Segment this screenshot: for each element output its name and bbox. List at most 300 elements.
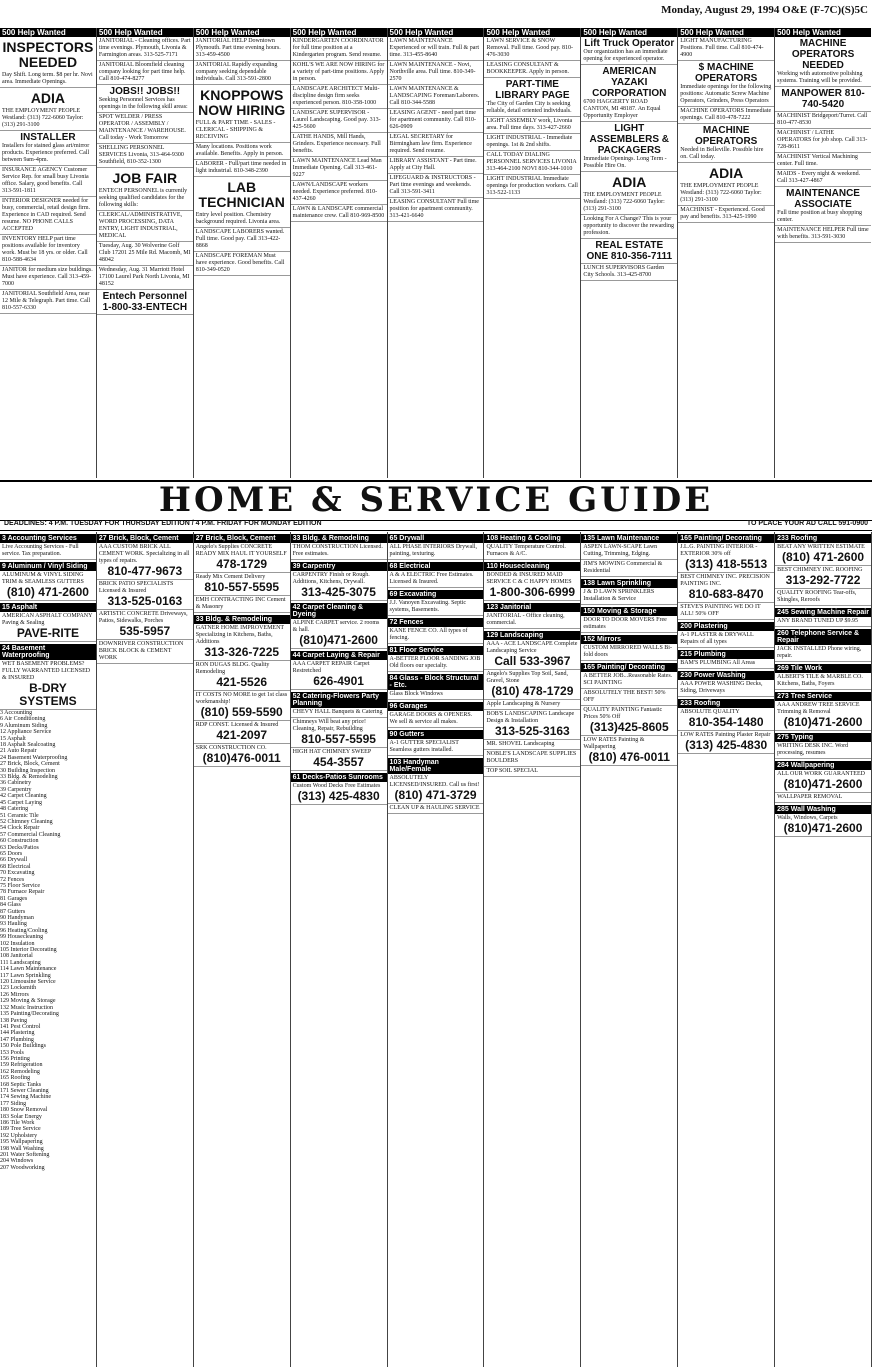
service-ad <box>194 661 290 691</box>
column-heading: 500 Help Wanted <box>0 28 96 37</box>
category-heading: 44 Carpet Laying & Repair <box>291 651 387 660</box>
ad-body: A BETTER JOB...Reasonable Rates. SCI PAINTING <box>583 673 673 686</box>
index-entry: 102 Insulation <box>0 940 35 947</box>
ad-body: MACHINIST - Experienced. Good pay and benefits. 313-425-1990 <box>680 207 765 220</box>
classified-ad <box>194 177 290 228</box>
category-heading: 275 Typing <box>775 733 871 742</box>
ad-body: Immediate Openings. Long Term - Possible Hire On. <box>583 156 667 169</box>
ad-phone: (810) 476-0011 <box>588 750 670 764</box>
ad-subhead: Lift Truck Operator <box>584 38 675 49</box>
service-ad <box>678 603 774 620</box>
category-heading: 215 Plumbing <box>678 650 774 659</box>
index-entry: 21 Auto Repair <box>0 748 37 755</box>
service-ad <box>484 571 580 601</box>
deadlines-text: DEADLINES: 4 P.M. TUESDAY FOR THURSDAY EDITION / 4 P.M. FRIDAY FOR MONDAY EDITION <box>4 520 322 527</box>
index-entry: 75 Floor Service <box>0 882 40 889</box>
index-entry: 186 Tile Work <box>0 1120 35 1126</box>
ad-body: LIFEGUARD & INSTRUCTORS - Part time evenings and weekends. Call 313-591-3411 <box>389 175 476 195</box>
service-ad <box>0 571 96 601</box>
service-ad <box>0 543 96 560</box>
category-heading: 110 Housecleaning <box>484 562 580 571</box>
ad-body: WET BASEMENT PROBLEMS? FULLY WARRANTED LICENSED & INSURED <box>2 661 91 681</box>
ad-phone: 313-326-7225 <box>204 645 280 659</box>
ad-subhead: Entech Personnel 1-800-33-ENTECH <box>102 291 188 313</box>
ad-headline: JOB FAIR <box>112 170 178 186</box>
category-heading: 72 Fences <box>388 618 484 627</box>
ad-phone: 810-557-5595 <box>204 580 280 594</box>
ad-body: Angelo's Supplies CONCRETE READY MIX HAUL IT YOURSELF <box>195 544 287 557</box>
index-entry: 141 Pest Control <box>0 1023 41 1030</box>
ad-body: MACHINIST Vertical Machining center. Full time. <box>777 154 858 167</box>
category-heading: 61 Decks-Patios Sunrooms <box>291 773 387 782</box>
ad-body: Our organization has an immediate opening for experienced operator. <box>583 49 668 62</box>
ad-body: Angelo's Supplies Top Soil, Sand, Gravel, Stone <box>486 671 568 684</box>
column-heading: 500 Help Wanted <box>97 28 193 37</box>
category-heading: 285 Wall Washing <box>775 805 871 814</box>
classified-ad <box>291 205 387 222</box>
service-ad <box>388 804 484 814</box>
service-ad <box>194 573 290 596</box>
category-heading: 152 Mirrors <box>581 635 677 644</box>
ad-subhead: JOBS!! JOBS!! <box>109 86 181 97</box>
ad-body: A & A ELECTRIC Free Estimates. Licensed & Insured. <box>389 572 474 585</box>
service-ad <box>775 645 871 662</box>
classified-ad <box>97 168 193 211</box>
index-entry: 165 Roofing <box>0 1075 31 1082</box>
classified-ad <box>291 181 387 205</box>
index-entry: 180 Snow Removal <box>0 1107 48 1114</box>
service-ad <box>291 708 387 718</box>
ad-subhead: MAINTENANCE ASSOCIATE <box>786 188 860 210</box>
ad-body: NOBLE'S LANDSCAPE SUPPLIES BOULDERS <box>486 751 577 764</box>
classified-ad <box>194 143 290 160</box>
ad-phone: 1-800-306-6999 <box>489 585 576 599</box>
classified-ad <box>678 37 774 61</box>
service-ad <box>194 744 290 767</box>
service-ad <box>388 571 484 588</box>
ad-body: A-1 GUTTER SPECIALIST Seamless gutters installed. <box>389 740 459 753</box>
ad-body: CARPENTRY Finish or Rough. Additions, Kitchens, Drywall. <box>292 572 370 585</box>
ad-body: ENTECH PERSONNEL is currently seeking qualified candidates for the following skills: <box>98 188 188 208</box>
ad-body: AAA CARPET REPAIR Carpet Restretched <box>292 661 370 674</box>
service-ad <box>97 580 193 610</box>
classified-ad <box>97 211 193 242</box>
service-ad <box>291 571 387 601</box>
classified-ad <box>291 157 387 181</box>
classified-ad <box>97 266 193 290</box>
ad-body: QUALITY ROOFING Tear-offs, Shingles, Reroofs <box>777 590 857 603</box>
category-heading: 273 Tree Service <box>775 692 871 701</box>
index-entry: 33 Bldg. & Remodeling <box>0 774 58 781</box>
index-entry: 111 Landscaping <box>0 959 41 966</box>
category-heading: 165 Painting/ Decorating <box>581 663 677 672</box>
service-ad <box>581 616 677 633</box>
category-heading: 269 Tile Work <box>775 664 871 673</box>
service-ad <box>581 560 677 577</box>
service-column <box>194 532 291 1367</box>
index-entry: 68 Electrical <box>0 863 31 870</box>
index-entry: 168 Septic Tanks <box>0 1081 42 1088</box>
ad-phone: (810) 471-3729 <box>394 788 477 802</box>
classified-ad <box>581 239 677 264</box>
category-heading: 233 Roofing <box>678 699 774 708</box>
classified-ad <box>0 235 96 266</box>
ad-body: LAWN & LANDSCAPE commercial maintenance crew. Call 810-969-8500 <box>292 206 385 219</box>
ad-subhead: AMERICAN YAZAKI CORPORATION <box>592 66 667 99</box>
ad-phone: 626-4901 <box>313 674 364 688</box>
service-ad <box>388 627 484 644</box>
ad-body: GATNER HOME IMPROVEMENT Specializing in Kitchens, Baths, Additions <box>195 625 284 645</box>
ad-body: J & D LAWN SPRINKLERS Installation & Service <box>583 589 655 602</box>
classified-ad <box>194 252 290 276</box>
index-entry: 51 Ceramic Tile <box>0 812 39 819</box>
classified-ad <box>97 113 193 144</box>
column-heading: 500 Help Wanted <box>388 28 484 37</box>
ad-body: INVENTORY HELP part time positions available for inventory work. Must be 18 yrs. or older. Call 810-588-4634 <box>2 236 88 263</box>
ad-body: Live Accounting Services - Full service. Tax preparation. <box>2 544 79 557</box>
service-ad <box>678 731 774 754</box>
ad-body: BEAT ANY WRITTEN ESTIMATE <box>777 544 865 550</box>
ad-body: LIGHT INDUSTRIAL - Immediate openings. 1st & 2nd shifts. <box>486 135 573 148</box>
service-column <box>484 532 581 1367</box>
ad-body: KANE FENCE CO. All types of fencing. <box>389 628 468 641</box>
index-entry: 204 Windows <box>0 1158 34 1165</box>
help-wanted-column <box>291 28 388 478</box>
ad-body: Day Shift. Long term. $8 per hr. Novi area. Immediate Openings. <box>2 72 93 85</box>
ad-body: ALPINE CARPET service. 2 rooms & hall. <box>292 620 380 633</box>
classified-ad <box>581 172 677 215</box>
ad-body: LANDSCAPE ARCHITECT Multi-discipline design firm seeks experienced person. 810-358-1000 <box>292 86 380 106</box>
index-entry: 45 Carpet Laying <box>0 799 42 806</box>
service-ad <box>291 782 387 805</box>
classified-ad <box>484 78 580 117</box>
index-entry: 171 Sewer Cleaning <box>0 1087 49 1094</box>
classified-ad <box>97 85 193 113</box>
ad-headline: ADIA <box>30 90 66 106</box>
ad-body: MR. SHOVEL Landscaping <box>486 741 555 747</box>
classified-ad <box>775 37 871 87</box>
ad-body: Wednesday, Aug. 31 Marriott Hotel 17100 Laurel Park North Livonia, MI 48152 <box>98 267 190 287</box>
ad-body: ALUMINUM & VINYL SIDING TRIM & SEAMLESS GUTTERS <box>2 572 84 585</box>
help-wanted-column <box>484 28 581 478</box>
index-entry: 57 Commercial Cleaning <box>0 831 61 838</box>
category-heading: 284 Wallpapering <box>775 761 871 770</box>
ad-body: LAWN SERVICE & SNOW Removal. Full time. Good pay. 810-476-3030 <box>486 38 574 58</box>
ad-subhead: $ MACHINE OPERATORS <box>694 62 758 84</box>
ad-body: JANITOR for medium size buildings. Must have experience. Call 313-459-7000 <box>2 267 93 287</box>
section-code: (F-7C)(S)5C <box>809 4 868 16</box>
classified-ad <box>194 85 290 143</box>
service-ad <box>97 543 193 580</box>
ad-body: QUALITY PAINTING Fantastic Prices 50% Off <box>583 707 663 720</box>
service-column <box>388 532 485 1367</box>
service-ad <box>484 710 580 740</box>
ad-body: 6700 HAGGERTY ROAD CANTON, MI 48187. An Equal Opportunity Employer <box>583 99 661 119</box>
category-heading: 68 Electrical <box>388 562 484 571</box>
service-ad <box>581 736 677 766</box>
index-entry: 126 Mirrors <box>0 991 29 998</box>
service-ad <box>194 543 290 573</box>
index-entry: 90 Handyman <box>0 915 34 921</box>
index-entry: 132 Music Instruction <box>0 1004 53 1011</box>
service-ad <box>581 588 677 605</box>
index-entry: 201 Water Softening <box>0 1152 50 1159</box>
index-entry: 9 Aluminum Siding <box>0 722 48 729</box>
classified-ad <box>775 112 871 129</box>
ad-body: Full time position at busy shopping center. <box>777 210 862 223</box>
index-entry: 195 Wallpapering <box>0 1139 43 1146</box>
service-ad <box>775 814 871 837</box>
ad-body: LEASING CONSULTANT & BOOKKEEPER. Apply in person. <box>486 62 569 75</box>
ad-body: ASPEN LAWN-SCAPE Lawn Cutting, Trimming, Edging. <box>583 544 658 557</box>
classified-ad <box>194 61 290 85</box>
service-ad <box>388 655 484 672</box>
date-line: Monday, August 29, 1994 O&E <box>661 4 808 16</box>
ad-phone: Call 533-3967 <box>494 654 571 668</box>
service-ad <box>484 543 580 560</box>
ad-body: THE EMPLOYMENT PEOPLE Westland: (313) 722-6060 Taylor: (313) 291-3100 <box>2 108 84 128</box>
ad-phone: 313-525-3163 <box>495 724 570 738</box>
ad-body: FULL & PART TIME - SALES - CLERICAL - SHIPPING & RECEIVING <box>195 120 276 140</box>
index-entry: 144 Plastering <box>0 1030 35 1037</box>
index-entry: 60 Construction <box>0 838 39 845</box>
ad-body: ABSOLUTELY THE BEST! 50% OFF <box>583 690 666 703</box>
ad-body: J.L.G. PAINTING INTERIOR - EXTERIOR 30% off <box>680 544 758 557</box>
index-entry: 162 Remodeling <box>0 1068 40 1075</box>
ad-body: LAWN/LANDSCAPE workers needed. Experience preferred. 810-437-4260 <box>292 182 378 202</box>
ad-phone: 810-557-5595 <box>301 732 376 746</box>
column-heading: 500 Help Wanted <box>678 28 774 37</box>
category-heading: 129 Landscaping <box>484 631 580 640</box>
service-ad <box>678 659 774 669</box>
ad-body: A-BETTER FLOOR SANDING JOB Old floors our specialty. <box>389 656 481 669</box>
ad-body: J.J. Vanoyen Excavating. Septic systems, Basements. <box>389 600 467 613</box>
ad-body: JACK INSTALLED Phone wiring, repair. <box>777 646 862 659</box>
ad-body: MAINTENANCE HELPER Full time with benefits. 313-591-3030 <box>777 227 869 240</box>
ad-body: LAWN MAINTENANCE Lead Man Immediate Opening. Call 313-461-9227 <box>292 158 382 178</box>
ad-phone: 313-425-3075 <box>301 585 376 599</box>
service-ad <box>388 690 484 700</box>
ad-body: ALL PHASE INTERIORS Drywall, painting, texturing. <box>389 544 477 557</box>
classified-ad <box>678 61 774 107</box>
classified-ad <box>581 264 677 281</box>
ad-body: A-1 PLASTER & DRYWALL Repairs of all types <box>680 632 754 645</box>
classified-ad <box>484 151 580 175</box>
index-entry: 12 Appliance Service <box>0 729 52 736</box>
classified-ad <box>484 117 580 134</box>
service-ad <box>484 740 580 750</box>
ad-body: Entry level position. Chemistry background required. Livonia area. <box>195 212 281 225</box>
service-ad <box>388 739 484 756</box>
service-ad <box>194 721 290 744</box>
ad-phone: (313) 425-4830 <box>297 789 380 803</box>
service-ad <box>194 691 290 721</box>
classified-ad <box>291 109 387 133</box>
ad-phone: 421-5526 <box>216 675 268 689</box>
service-ad <box>775 566 871 589</box>
index-entry: 150 Pole Buildings <box>0 1043 47 1050</box>
ad-body: RON DUGAS BLDG. Quality Remodeling <box>195 662 270 675</box>
ad-headline: LAB TECHNICIAN <box>198 179 285 210</box>
ad-body: LAWN MAINTENANCE & LANDSCAPING Foreman/Laborers. Call 810-344-5588 <box>389 86 480 106</box>
index-entry: 96 Heating/Cooling <box>0 927 48 934</box>
service-ad <box>775 617 871 627</box>
classified-ad <box>775 187 871 226</box>
index-entry: 99 Housecleaning <box>0 934 44 941</box>
classified-ad <box>291 85 387 109</box>
ad-subhead: MACHINE OPERATORS NEEDED <box>791 38 855 71</box>
ad-body: LANDSCAPE LABORERS wanted. Full time. Good pay. Call 313-422-8868 <box>195 229 285 249</box>
category-heading: 233 Roofing <box>775 534 871 543</box>
classified-ad <box>581 122 677 172</box>
classified-ad <box>678 124 774 163</box>
category-heading: 33 Bldg. & Remodeling <box>194 615 290 624</box>
ad-body: BAM'S PLUMBING All Areas <box>680 660 756 666</box>
classified-ad <box>291 37 387 61</box>
ad-body: Looking For A Change? This is your opportunity to discover the rewarding profession. <box>583 216 674 236</box>
ad-body: CUSTOM MIRRORED WALLS Bi-fold doors <box>583 645 672 658</box>
ad-body: LOW RATES Painting & Wallpapering <box>583 737 645 750</box>
index-entry: 114 Lawn Maintenance <box>0 966 57 973</box>
category-heading: 65 Drywall <box>388 534 484 543</box>
ad-body: BEST CHIMNEY INC. ROOFING <box>777 567 863 573</box>
help-wanted-column <box>388 28 485 478</box>
service-ad <box>581 672 677 689</box>
service-ad <box>97 610 193 640</box>
category-heading: 90 Gutters <box>388 730 484 739</box>
ad-body: LIGHT MANUFACTURING Positions. Full time. Call 810-474-4900 <box>680 38 764 58</box>
category-heading: 260 Telephone Service & Repair <box>775 629 871 645</box>
ad-body: LABORER - Full/part time needed in light industrial. 810-348-2390 <box>195 161 287 174</box>
index-entry: 183 Solar Energy <box>0 1113 42 1120</box>
ad-subhead: MACHINE OPERATORS <box>694 125 758 147</box>
ad-body: JANITORIAL Southfield Area, near 12 Mile & Telegraph. Part time. Call 810-557-6330 <box>2 291 91 311</box>
index-entry: 66 Drywall <box>0 857 28 864</box>
ad-body: SPOT WELDER / PRESS OPERATOR / ASSEMBLY / MAINTENANCE / WAREHOUSE. Call today - Work Tomorrow <box>98 114 186 141</box>
ad-body: DOWNRIVER CONSTRUCTION BRICK BLOCK & CEMENT WORK <box>98 641 184 661</box>
classified-ad <box>484 175 580 199</box>
index-entry: 42 Carpet Cleaning <box>0 793 47 800</box>
service-ad <box>0 612 96 642</box>
index-entry: 48 Catering <box>0 806 29 813</box>
ad-body: STEVE'S PAINTING WE DO IT ALL! 50% OFF <box>680 604 761 617</box>
ad-body: LIGHT ASSEMBLY work, Livonia area. Full time days. 313-427-2660 <box>486 118 573 131</box>
ad-body: DOOR TO DOOR MOVERS Free estimates <box>583 617 667 630</box>
service-ad <box>678 680 774 697</box>
service-ad <box>678 543 774 573</box>
service-ad <box>484 750 580 767</box>
classified-ad <box>97 242 193 266</box>
index-entry: 129 Moving & Storage <box>0 998 56 1005</box>
service-column <box>678 532 775 1367</box>
index-entry: 15 Asphalt <box>0 735 26 742</box>
ad-headline: KNOPPOWS NOW HIRING <box>198 87 286 118</box>
ad-body: LATHE HANDS, Mill Hands, Grinders. Experience necessary. Full benefits. <box>292 134 381 154</box>
ad-phone: 810-354-1480 <box>688 715 764 729</box>
ad-body: MAIDS - Every night & weekend. Call 313-427-4867 <box>777 171 861 184</box>
index-entry: 36 Cabinetry <box>0 780 32 787</box>
ad-body: Tuesday, Aug. 30 Wolverine Golf Club 17201 25 Mile Rd. Macomb, MI 48042 <box>98 243 191 263</box>
ad-body: INTERIOR DESIGNER needed for busy, commercial, retail design firm. Experience in CAD required. Send resume. NO PHONE CALLS ACCEPTED <box>2 198 91 232</box>
ad-body: The City of Garden City is seeking reliable, detail oriented individuals. <box>486 101 572 114</box>
ad-phone: 535-5957 <box>119 624 171 638</box>
category-heading: 69 Excavating <box>388 590 484 599</box>
ad-body: Glass Block Windows <box>389 691 443 697</box>
index-entry: 27 Brick, Block, Cement <box>0 761 60 768</box>
ad-phone: 810-683-8470 <box>688 587 764 601</box>
service-ad <box>291 748 387 771</box>
classified-ad <box>484 61 580 78</box>
index-entry: 138 Paving <box>0 1017 28 1024</box>
category-heading: 24 Basement Waterproofing <box>0 644 96 660</box>
classified-ad <box>0 290 96 314</box>
index-entry: 6 Air Conditioning <box>0 716 46 723</box>
classified-ad <box>581 37 677 65</box>
category-heading: 9 Aluminum / Vinyl Siding <box>0 562 96 571</box>
classified-ad <box>775 226 871 243</box>
ad-headline: ADIA <box>709 165 744 181</box>
ad-body: LANDSCAPE SUPERVISOR - Laurel Landscaping. Good pay. 313-425-5600 <box>292 110 381 130</box>
column-heading: 500 Help Wanted <box>775 28 871 37</box>
ad-phone: PAVE-RITE <box>16 626 80 640</box>
ad-phone: (810) 471-2600 <box>782 550 865 564</box>
ad-body: CLEAN UP & HAULING SERVICE <box>389 805 480 811</box>
category-heading: 15 Asphalt <box>0 603 96 612</box>
category-heading: 3 Accounting Services <box>0 534 96 543</box>
classified-ad <box>0 266 96 290</box>
ad-body: HIGH HAT CHIMNEY SWEEP <box>292 749 372 755</box>
ad-body: Many locations. Positions work available. Benefits. Apply in person. <box>195 144 284 157</box>
classified-ad <box>388 85 484 109</box>
ad-body: LUNCH SUPERVISORS Garden City Schools. 313-425-8700 <box>583 265 665 278</box>
ad-body: SHELLING PERSONNEL SERVICES Livonia, 313-464-9300 Southfield, 810-352-1300 <box>98 145 184 165</box>
ad-body: JANITORIAL - Cleaning offices. Part time evenings. Plymouth, Livonia & Farmington areas. 313-525-7171 <box>98 38 191 58</box>
classified-ad <box>775 153 871 170</box>
service-ad <box>678 708 774 731</box>
ad-body: BOB'S LANDSCAPING Landscape Design & Installation <box>486 711 575 724</box>
ad-body: LEGAL SECRETARY for Birmingham law firm. Experience required. Send resume. <box>389 134 472 154</box>
column-heading: 500 Help Wanted <box>291 28 387 37</box>
ad-body: CHEVY HALL Banquets & Catering <box>292 709 383 715</box>
index-entry: 120 Limousine Service <box>0 979 56 986</box>
classified-ad <box>388 37 484 61</box>
ad-body: MACHINE OPERATORS Immediate openings. Call 810-478-7222 <box>680 108 772 121</box>
category-heading: 138 Lawn Sprinkling <box>581 579 677 588</box>
classified-ad <box>97 290 193 315</box>
ad-body: WRITING DESK INC. Word processing, resumes <box>777 743 849 756</box>
index-entry: 105 Interior Decorating <box>0 947 57 954</box>
ad-phone: (810)471-2600 <box>783 821 863 835</box>
index-entry: 84 Glass <box>0 902 21 909</box>
ad-body: LIBRARY ASSISTANT - Part time. Apply at City Hall. <box>389 158 477 171</box>
classified-ad <box>97 37 193 61</box>
ad-subhead: PART-TIME LIBRARY PAGE <box>495 79 570 101</box>
ad-body: LOW RATES Painting Plaster Repair <box>680 732 771 738</box>
ad-body: IT COSTS NO MORE to get 1st class workmanship! <box>195 692 288 705</box>
classified-ad <box>388 133 484 157</box>
category-heading: 39 Carpentry <box>291 562 387 571</box>
service-guide-columns <box>0 532 872 1367</box>
help-wanted-column <box>97 28 194 478</box>
classified-ad <box>194 160 290 177</box>
ad-body: AAA - ACE LANDSCAPE Complete Landscaping Service <box>486 641 578 654</box>
service-ad <box>581 689 677 706</box>
ad-body: Chimneys Will beat any price! Cleaning, Repair, Rebuilding <box>292 719 366 732</box>
classified-ad <box>388 61 484 85</box>
service-ad <box>775 742 871 759</box>
ad-body: QUALITY Temperature Control. Furnaces & A/C. <box>486 544 566 557</box>
ad-subhead: MANPOWER 810-740-5420 <box>781 88 865 110</box>
